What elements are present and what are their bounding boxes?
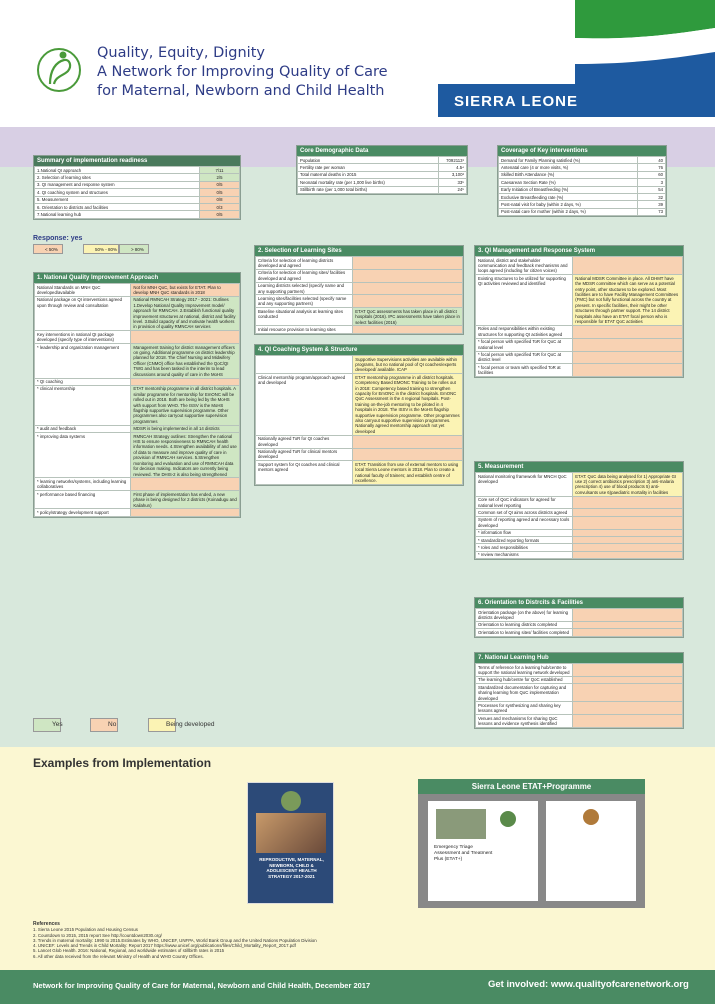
demographic-table xyxy=(296,145,468,195)
s1-row xyxy=(35,433,240,478)
cov-value: 54 xyxy=(638,186,666,193)
coverage-rows xyxy=(498,156,666,216)
s2-criterion: Criteria for selection of learning sites/ facilities developed and agreed xyxy=(256,269,353,282)
s3-row xyxy=(476,257,683,275)
s5-row xyxy=(476,473,683,497)
s6-criterion: Orientation to learning districts completed xyxy=(476,621,573,628)
s1-row xyxy=(35,284,240,297)
section-1-title: 1. National Quality Improvement Approach xyxy=(34,273,240,283)
demo-label: Stillbirth rate (per 1,000 total births) xyxy=(298,186,439,193)
demo-row xyxy=(298,179,467,186)
section-5-title: 5. Measurement xyxy=(475,462,683,472)
section-1 xyxy=(33,272,241,518)
s7-row xyxy=(476,664,683,677)
etat-doc-1-subtitle: Emergency Triage Assessment and Treatment Plus (ETAT+) xyxy=(434,845,493,862)
s1-status: ETAT mentorship programme in all district hospitals. A similar programme for mentorship for EmONC will be rolled out in 2018. Both are being led by the MoHS with support from WHO. The ISSV is the MoHS flagship supportive supervision programme. Other programmes also carryout supportive supervision programmes xyxy=(131,385,240,425)
demo-title: Core Demographic Data xyxy=(297,146,467,156)
s2-row xyxy=(256,282,463,295)
cov-value: 40 xyxy=(638,157,666,164)
legend-dev-label: Being developed xyxy=(166,721,215,728)
summary-label: 5. Measurement xyxy=(35,196,200,203)
summary-row xyxy=(35,189,240,196)
cov-label: Caesarean Section Rate (%) xyxy=(499,179,638,186)
cov-label: Demand for Family Planning satisfied (%) xyxy=(499,157,638,164)
title-line-1: Quality, Equity, Dignity xyxy=(97,45,265,61)
s4-row xyxy=(256,461,463,485)
s4-status: ETAT: Transition from use of external mentors to using local Sierra Leone mentors in 2018. Plan to create a national faculty of trainers; and establish centre of excellence. xyxy=(353,461,463,485)
s5-status xyxy=(573,509,683,516)
demo-row xyxy=(298,157,467,164)
s5-row xyxy=(476,529,683,536)
s5-status: ETAT: QoC data being analysed for 1) Appropriate GI use 2) correct antibiotics prescription 3) anti-malaria prescription 4) use of blood products 5) anti-convulsants use 6)paediatric mortality in facilities xyxy=(573,473,683,497)
s1-criterion: * audit and feedback xyxy=(35,425,131,432)
s7-criterion: The learning hub/centre for QoC established xyxy=(476,676,573,683)
s3-row xyxy=(476,275,683,326)
s4-criterion xyxy=(256,356,353,374)
s7-status xyxy=(573,676,683,683)
etat-seal-icon xyxy=(500,811,516,827)
section-5 xyxy=(474,461,684,560)
s6-status xyxy=(573,609,683,622)
s5-status xyxy=(573,496,683,509)
cov-row xyxy=(499,157,666,164)
cov-row xyxy=(499,179,666,186)
s4-status: ETAT mentorship programme in all district hospitals. Competency Based EMONC Training to be rolles out in 2018: Competency based training to strengthen capacity for EmONC in the district hospitals. EmONC QoC Assessment in the 4 regional hospitals. Post-training on-the-job mentoring to be piloted in 4 hospitals in 2018. The ISSV is the MoHS flagship supportive supervision programme. Other programmes also carryout supportive supervision programmes. Nationally agreed mentorship approach not yet developed xyxy=(353,374,463,435)
s6-row xyxy=(476,621,683,628)
s5-status xyxy=(573,544,683,551)
s5-status xyxy=(573,551,683,558)
summary-row xyxy=(35,204,240,211)
s7-row xyxy=(476,684,683,702)
strategy-cover-image xyxy=(247,782,334,904)
cov-value: 76 xyxy=(638,164,666,171)
demo-rows xyxy=(297,156,467,194)
s7-row xyxy=(476,676,683,683)
s5-criterion: * review mechanisms xyxy=(476,551,573,558)
summary-label: 3. QI management and response system xyxy=(35,181,200,188)
s5-status xyxy=(573,529,683,536)
mother-child-logo-icon xyxy=(36,40,82,100)
s1-criterion: * clinical mentorship xyxy=(35,385,131,425)
s1-criterion: * performance based financing xyxy=(35,491,131,509)
demo-row xyxy=(298,171,467,178)
cov-value: 73 xyxy=(638,208,666,215)
s1-status xyxy=(131,478,240,491)
section-3-rows xyxy=(475,256,683,377)
s7-criterion: Venues and mechanisms for sharing QoC lessons and evidence synthesis identified xyxy=(476,715,573,728)
s1-status: First phase of implementation has ended, a new phase is being designed for 2 districts (Koinadugu and Kailahun) xyxy=(131,491,240,509)
s1-status xyxy=(131,509,240,516)
summary-row xyxy=(35,181,240,188)
coverage-table xyxy=(497,145,667,217)
s2-row xyxy=(256,269,463,282)
demo-value: 33⁵ xyxy=(439,179,467,186)
cov-label: Post-natal care for mother (within 2 days, %) xyxy=(499,208,638,215)
section-4-rows xyxy=(255,355,463,485)
references xyxy=(33,922,317,959)
s4-status: Supportive Supervisions activities are available within programs, but no national pool of QI coaches/experts developed/ available. ICAP xyxy=(353,356,463,374)
summary-row xyxy=(35,167,240,174)
reference-item: 2. Countdown to 2015, 2015 report See http://countdown2030.org/ xyxy=(33,932,162,938)
s2-row xyxy=(256,257,463,270)
section-6 xyxy=(474,597,684,638)
s1-status: MDSR is being implemented in all 14 districts xyxy=(131,425,240,432)
legend-no-label: No xyxy=(108,721,117,728)
etat-doc-1 xyxy=(428,801,538,901)
s7-status xyxy=(573,664,683,677)
s2-status xyxy=(353,295,463,308)
etat-photo xyxy=(436,809,486,839)
s7-criterion: Standardized documentation for capturing and sharing learning from QoC implementation developed xyxy=(476,684,573,702)
title-line-2: A Network for Improving Quality of Care xyxy=(97,64,388,80)
s3-criterion: * focal person with specified ToR for QoC at national level xyxy=(476,338,573,351)
coverage-title: Coverage of Key interventions xyxy=(498,146,666,156)
summary-label: 2. Selection of learning sites xyxy=(35,174,200,181)
cov-row xyxy=(499,208,666,215)
s6-criterion: Orientation to learning sites/ facilities completed xyxy=(476,629,573,636)
s2-status: ETAT QoC assessments has taken place in all district hospitals (2016). IPC assessments have taken place in select facilities (2016) xyxy=(353,308,463,326)
s1-criterion: National Standards on MNH QoC developed/available xyxy=(35,284,131,297)
s1-status xyxy=(131,331,240,344)
references-title: References xyxy=(33,921,60,927)
s2-status xyxy=(353,326,463,333)
s1-criterion: * policy/strategy development support xyxy=(35,509,131,516)
reference-item: 4. UNICEF: Levels and Trends in Child Mortality: Report 2017 https://www.unicef.org/publications/files/Child_Mortality_Report_2017.pdf xyxy=(33,943,296,949)
s3-status xyxy=(573,338,683,351)
s2-status xyxy=(353,269,463,282)
summary-label: 6. Orientation to districts and facilities xyxy=(35,204,200,211)
network-title xyxy=(97,44,388,101)
cov-label: Antenatal care (4 or more visits, %) xyxy=(499,164,638,171)
header xyxy=(0,0,715,127)
reference-item: 3. Trends in maternal mortality: 1990 to 2015.Estimates by WHO, UNICEF, UNFPA, World Bank Group and the United Nations Population Division xyxy=(33,937,317,943)
title-line-3: for Maternal, Newborn and Child Health xyxy=(97,83,385,99)
summary-value: 2/5 xyxy=(200,174,240,181)
section-6-title: 6. Orientation to Distrcits & Facilities xyxy=(475,598,683,608)
s3-criterion: * focal person with specified ToR for QoC at district level xyxy=(476,351,573,364)
demo-value: 24⁵ xyxy=(439,186,467,193)
response-gt80: > 80% xyxy=(119,244,149,254)
demo-value: 7092113¹ xyxy=(439,157,467,164)
s1-row xyxy=(35,478,240,491)
summary-table xyxy=(33,155,241,220)
section-1-rows xyxy=(34,283,240,517)
s5-criterion: * information flow xyxy=(476,529,573,536)
s5-criterion: * roles and responsibilities xyxy=(476,544,573,551)
s1-row xyxy=(35,296,240,330)
s4-row xyxy=(256,435,463,448)
summary-value: 7/11 xyxy=(200,167,240,174)
s1-status: RMNCAH Strategy outlines: Strengthen the national HIS to ensure responsiveness to RMNCAH health information needs. 4.Strengthen availability of and use of data to measure and improve quality of care in provision of RMNCAH services. 5.Strengthen monitoring and evaluation and use of RMNCAH data for decision making. Indicators are currently being reviewed. The DHIS-2 is also being strengthened xyxy=(131,433,240,478)
response-lt50: < 50% xyxy=(33,244,63,254)
s3-row xyxy=(476,364,683,377)
legend-yes-label: Yes xyxy=(52,721,63,728)
s1-status: Not for MNH QoC, but exists for ETAT. Plan to develop MNH QoC standards in 2018 xyxy=(131,284,240,297)
s4-row xyxy=(256,374,463,435)
s2-status xyxy=(353,282,463,295)
footer-left-text: Network for Improving Quality of Care for Maternal, Newborn and Child Health, December 2017 xyxy=(33,981,371,990)
section-2-title: 2. Selection of Learning Sites xyxy=(255,246,463,256)
demo-value: 3,100² xyxy=(439,171,467,178)
demo-row xyxy=(298,164,467,171)
section-4-title: 4. QI Coaching System & Structure xyxy=(255,345,463,355)
s1-row xyxy=(35,344,240,378)
s2-criterion: Criteria for selection of learning districts developed and agreed xyxy=(256,257,353,270)
summary-row xyxy=(35,211,240,218)
summary-value: 0/3 xyxy=(200,204,240,211)
section-7-title: 7. National Learning Hub xyxy=(475,653,683,663)
cover-photo xyxy=(256,813,326,853)
s2-criterion: Baseline situational analysis at learning sites conducted xyxy=(256,308,353,326)
footer-website-link[interactable]: Get involved: www.qualityofcarenetwork.org xyxy=(488,979,689,990)
etat-doc-2 xyxy=(546,801,636,901)
s1-row xyxy=(35,425,240,432)
s3-criterion: Roles and responsibilities within existing structures for supporting QI activities agreed xyxy=(476,325,573,338)
summary-title: Summary of implementation readiness xyxy=(34,156,240,166)
cov-label: Skilled Birth Attendance (%) xyxy=(499,171,638,178)
demo-row xyxy=(298,186,467,193)
s5-row xyxy=(476,509,683,516)
reference-item: 1. Sierra Leone 2015 Population and Housing Census xyxy=(33,927,138,933)
section-5-rows xyxy=(475,472,683,559)
s1-row xyxy=(35,491,240,509)
s3-row xyxy=(476,351,683,364)
summary-value: 0/5 xyxy=(200,189,240,196)
s5-row xyxy=(476,551,683,558)
cov-row xyxy=(499,186,666,193)
s2-criterion: Learning sites/facilities selected (specify name and any supporting partners) xyxy=(256,295,353,308)
s1-status: National RMNCAH Strategy 2017 - 2021: Outlines 1.Develop National Quality Improvement model/ approach for RMNCAH. 2.Establish functional quality improvement structures at national, district and facility level. 3.Build capacity of and motivate health workers in provision of quality RMNCAH services xyxy=(131,296,240,330)
demo-label: Population xyxy=(298,157,439,164)
demo-label: Fertility rate per woman xyxy=(298,164,439,171)
summary-value: 0/8 xyxy=(200,196,240,203)
s3-status xyxy=(573,325,683,338)
s5-criterion: System of reporting agreed and necessary tools developed xyxy=(476,516,573,529)
s6-row xyxy=(476,629,683,636)
country-label: SIERRA LEONE xyxy=(438,84,715,117)
s3-status xyxy=(573,364,683,377)
demo-value: 4.5⁴ xyxy=(439,164,467,171)
s3-criterion: National, district and stakeholder communication and feedback mechanisms and loops agreed (including for citizen voices) xyxy=(476,257,573,275)
s5-criterion: Common set of QI aims across districts agreed xyxy=(476,509,573,516)
s1-criterion: * learning networks/systems, including learning collaboratives xyxy=(35,478,131,491)
summary-value: 0/5 xyxy=(200,181,240,188)
s1-criterion: Key interventions in national QI package developed (specify type of interventions) xyxy=(35,331,131,344)
s2-row xyxy=(256,308,463,326)
s1-status: Management training for district management officers on going. Additional programme on district leadership planned for 2018. The Chief Nursing and Midwifery Officer (CNMO) office has established the QoC/QI TWG and has been tasked in the interim to lead discussions around quality of care in the MoHS xyxy=(131,344,240,378)
reference-item: 6. All other data received from the relevant Ministry of Health and WHO Country Offices. xyxy=(33,953,204,959)
response-mid: 50% - 80% xyxy=(83,244,119,254)
s1-criterion: * QI coaching xyxy=(35,378,131,385)
references-list xyxy=(33,927,317,959)
cov-row xyxy=(499,194,666,201)
s7-criterion: Terms of reference for a learning hub/centre to support the national learning network developed xyxy=(476,664,573,677)
s6-row xyxy=(476,609,683,622)
cov-value: 39 xyxy=(638,201,666,208)
response-title: Response: yes xyxy=(33,235,83,242)
s1-row xyxy=(35,509,240,516)
s1-criterion: National package on QI interventions agreed upon through review and consultation xyxy=(35,296,131,330)
cover-seal-icon xyxy=(281,791,301,811)
footer xyxy=(0,970,715,1004)
demo-label: Neonatal mortality rate (per 1,000 live births) xyxy=(298,179,439,186)
summary-rows xyxy=(34,166,240,219)
section-4 xyxy=(254,344,464,486)
s3-criterion: * focal person or team with specified ToR at facilities xyxy=(476,364,573,377)
s5-row xyxy=(476,537,683,544)
s1-criterion: * improving data systems xyxy=(35,433,131,478)
cover-title: REPRODUCTIVE, MATERNAL, NEWBORN, CHILD & ADOLESCENT HEALTH STRATEGY 2017-2021 xyxy=(259,857,324,879)
s3-status xyxy=(573,351,683,364)
etat-doc-2-seal-icon xyxy=(583,809,599,825)
s4-criterion: Nationally agreed ToR for QI coaches developed xyxy=(256,435,353,448)
s3-row xyxy=(476,325,683,338)
s7-row xyxy=(476,702,683,715)
s2-row xyxy=(256,326,463,333)
s4-criterion: Nationally agreed ToR for clinical mentors developed xyxy=(256,448,353,461)
section-6-rows xyxy=(475,608,683,637)
s2-criterion: Learning districts selected (specify name and any supporting partners) xyxy=(256,282,353,295)
s5-row xyxy=(476,544,683,551)
s5-criterion: National monitoring framework for MNCH QoC developed xyxy=(476,473,573,497)
cov-row xyxy=(499,201,666,208)
s5-row xyxy=(476,496,683,509)
summary-label: 1.National QI approach xyxy=(35,167,200,174)
s7-criterion: Processes for synthesizing and sharing key lessons agreed xyxy=(476,702,573,715)
s2-status xyxy=(353,257,463,270)
legend xyxy=(0,718,715,732)
demo-label: Total maternal deaths in 2015 xyxy=(298,171,439,178)
sierra-leone-flag-icon xyxy=(575,0,715,84)
s4-row xyxy=(256,356,463,374)
s6-status xyxy=(573,621,683,628)
summary-row xyxy=(35,196,240,203)
summary-value: 0/5 xyxy=(200,211,240,218)
section-2 xyxy=(254,245,464,335)
s5-criterion: Core set of QoC indicators for agreed for national level reporting xyxy=(476,496,573,509)
s1-row xyxy=(35,385,240,425)
section-2-rows xyxy=(255,256,463,334)
cov-label: Exclusive Breastfeeding rate (%) xyxy=(499,194,638,201)
cov-value: 32 xyxy=(638,194,666,201)
section-3-title: 3. QI Management and Response System xyxy=(475,246,683,256)
s4-status xyxy=(353,448,463,461)
cov-label: Early Initiation of Breastfeeding (%) xyxy=(499,186,638,193)
s6-criterion: Orientation package (on the above) for learning districts developed xyxy=(476,609,573,622)
s4-criterion: Clinical mentorship program/approach agreed and developed xyxy=(256,374,353,435)
etat-programme xyxy=(418,779,645,908)
cov-row xyxy=(499,171,666,178)
s4-status xyxy=(353,435,463,448)
cov-label: Post-natal visit for baby (within 2 days, %) xyxy=(499,201,638,208)
cov-value: 3 xyxy=(638,179,666,186)
s6-status xyxy=(573,629,683,636)
summary-label: 7.National learning hub xyxy=(35,211,200,218)
s5-criterion: * standardized reporting formats xyxy=(476,537,573,544)
s5-status xyxy=(573,516,683,529)
s4-criterion: Support system for QI coaches and clinical mentors agreed xyxy=(256,461,353,485)
s3-criterion: Existing structures to be utilized for supporting QI activities reviewed and identified xyxy=(476,275,573,326)
s1-criterion: * leadership and organization management xyxy=(35,344,131,378)
s3-status: National MDSR Committee in place. All DHMT have the MDSR committee which can serve as a potential entry point, other stuctures to be explored. Most facilities are to have Facility Management Committees (FMC) but not fully functional across the country at present. In specific facilities, their might be other structures through partner support. The 14 district hospitals also have an ETAT focal person who is responsible for ETAT QoC activities xyxy=(573,275,683,326)
s7-status xyxy=(573,702,683,715)
s5-row xyxy=(476,516,683,529)
examples-title: Examples from Implementation xyxy=(33,756,212,770)
s1-status xyxy=(131,378,240,385)
s1-row xyxy=(35,378,240,385)
cov-row xyxy=(499,164,666,171)
s5-status xyxy=(573,537,683,544)
summary-row xyxy=(35,174,240,181)
s4-row xyxy=(256,448,463,461)
s3-row xyxy=(476,338,683,351)
s3-status xyxy=(573,257,683,275)
cov-value: 60 xyxy=(638,171,666,178)
reference-item: 5. Lancet Glob Health. 2016: National, Regional, and worldwide estimates of stillbirth rates in 2015 xyxy=(33,948,225,954)
s1-row xyxy=(35,331,240,344)
section-3 xyxy=(474,245,684,378)
s2-row xyxy=(256,295,463,308)
etat-title: Sierra Leone ETAT+Programme xyxy=(418,779,645,794)
s2-criterion: Initial resource provision to learning sites xyxy=(256,326,353,333)
summary-label: 4. QI coaching system and structures xyxy=(35,189,200,196)
s7-status xyxy=(573,684,683,702)
